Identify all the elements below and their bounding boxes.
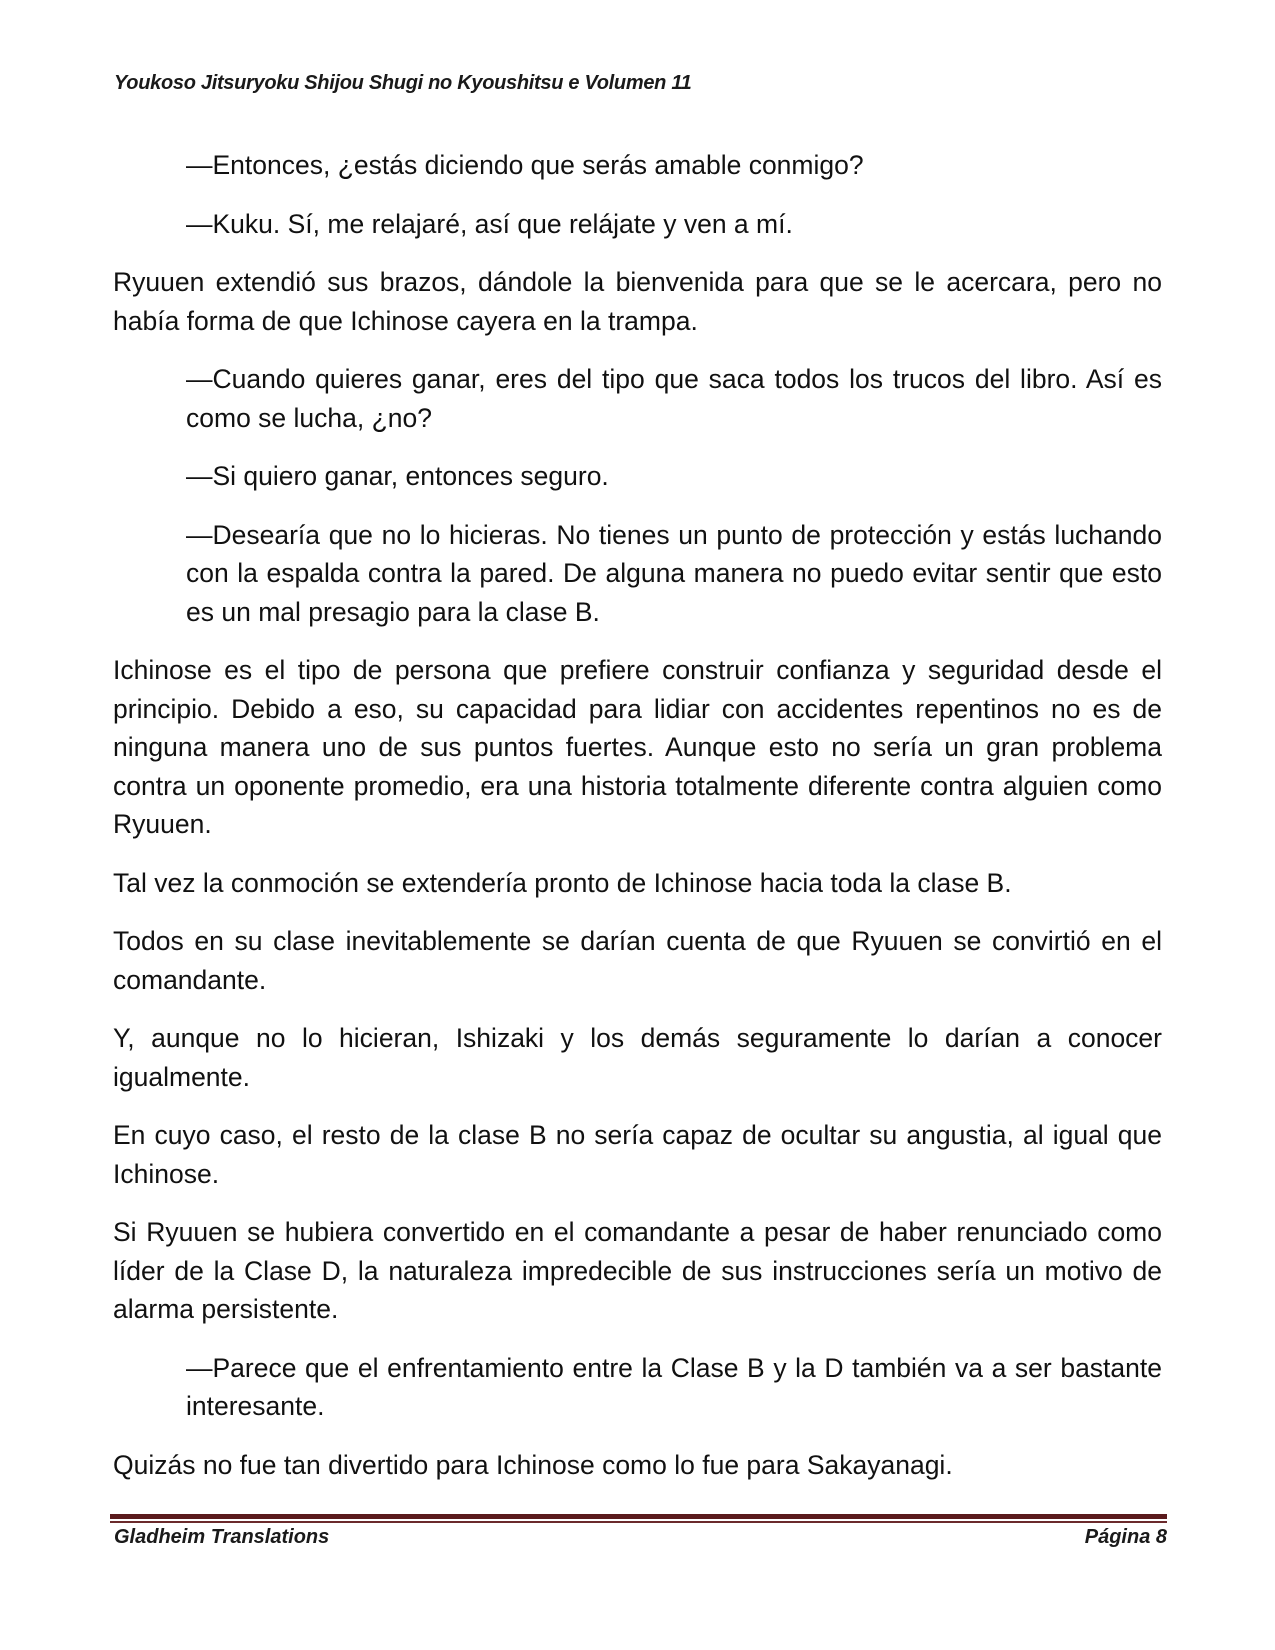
running-header: Youkoso Jitsuryoku Shijou Shugi no Kyoushitsu e Volumen 11 [114,72,692,94]
narration-paragraph: Todos en su clase inevitablemente se darían cuenta de que Ryuuen se convirtió en el comandante. [113,926,1162,995]
narration-paragraph: Y, aunque no lo hicieran, Ishizaki y los demás seguramente lo darían a conocer igualmente. [113,1023,1162,1092]
dialogue-paragraph: —Kuku. Sí, me relajaré, así que relájate y ven a mí. [186,208,793,239]
narration-paragraph: Ryuuen extendió sus brazos, dándole la bienvenida para que se le acercara, pero no había forma de que Ichinose cayera en la trampa. [113,267,1162,336]
footer-credit: Gladheim Translations [114,1526,330,1548]
dialogue-paragraph: —Parece que el enfrentamiento entre la Clase B y la D también va a ser bastante interesante. [186,1352,1162,1421]
dialogue-paragraph: —Desearía que no lo hicieras. No tienes un punto de protección y estás luchando con la espalda contra la pared. De alguna manera no puedo evitar sentir que esto es un mal presagio para la clase B. [186,519,1162,627]
narration-paragraph: Si Ryuuen se hubiera convertido en el comandante a pesar de haber renunciado como líder de la Clase D, la naturaleza impredecible de sus instrucciones sería un motivo de alarma persistente. [113,1217,1162,1324]
narration-paragraph: Ichinose es el tipo de persona que prefiere construir confianza y seguridad desde el principio. Debido a eso, su capacidad para lidiar con accidentes repentinos no es de ninguna manera uno de sus puntos fuertes. Aunque esto no sería un gran problema contra un oponente promedio, era una historia totalmente diferente contra alguien como Ryuuen. [113,655,1162,839]
page-body [113,146,1162,1504]
narration-paragraph: En cuyo caso, el resto de la clase B no sería capaz de ocultar su angustia, al igual que Ichinose. [113,1120,1162,1189]
dialogue-paragraph: —Cuando quieres ganar, eres del tipo que saca todos los trucos del libro. Así es como se lucha, ¿no? [186,364,1162,433]
narration-paragraph: Tal vez la conmoción se extendería pronto de Ichinose hacia toda la clase B. [113,867,1012,898]
page-number: Página 8 [1084,1526,1167,1548]
footer-rule-thin [110,1521,1167,1523]
dialogue-paragraph: —Entonces, ¿estás diciendo que serás amable conmigo? [186,150,864,180]
narration-paragraph: Quizás no fue tan divertido para Ichinose como lo fue para Sakayanagi. [113,1449,953,1480]
footer-rule-thick [110,1514,1167,1519]
dialogue-paragraph: —Si quiero ganar, entonces seguro. [186,461,609,491]
